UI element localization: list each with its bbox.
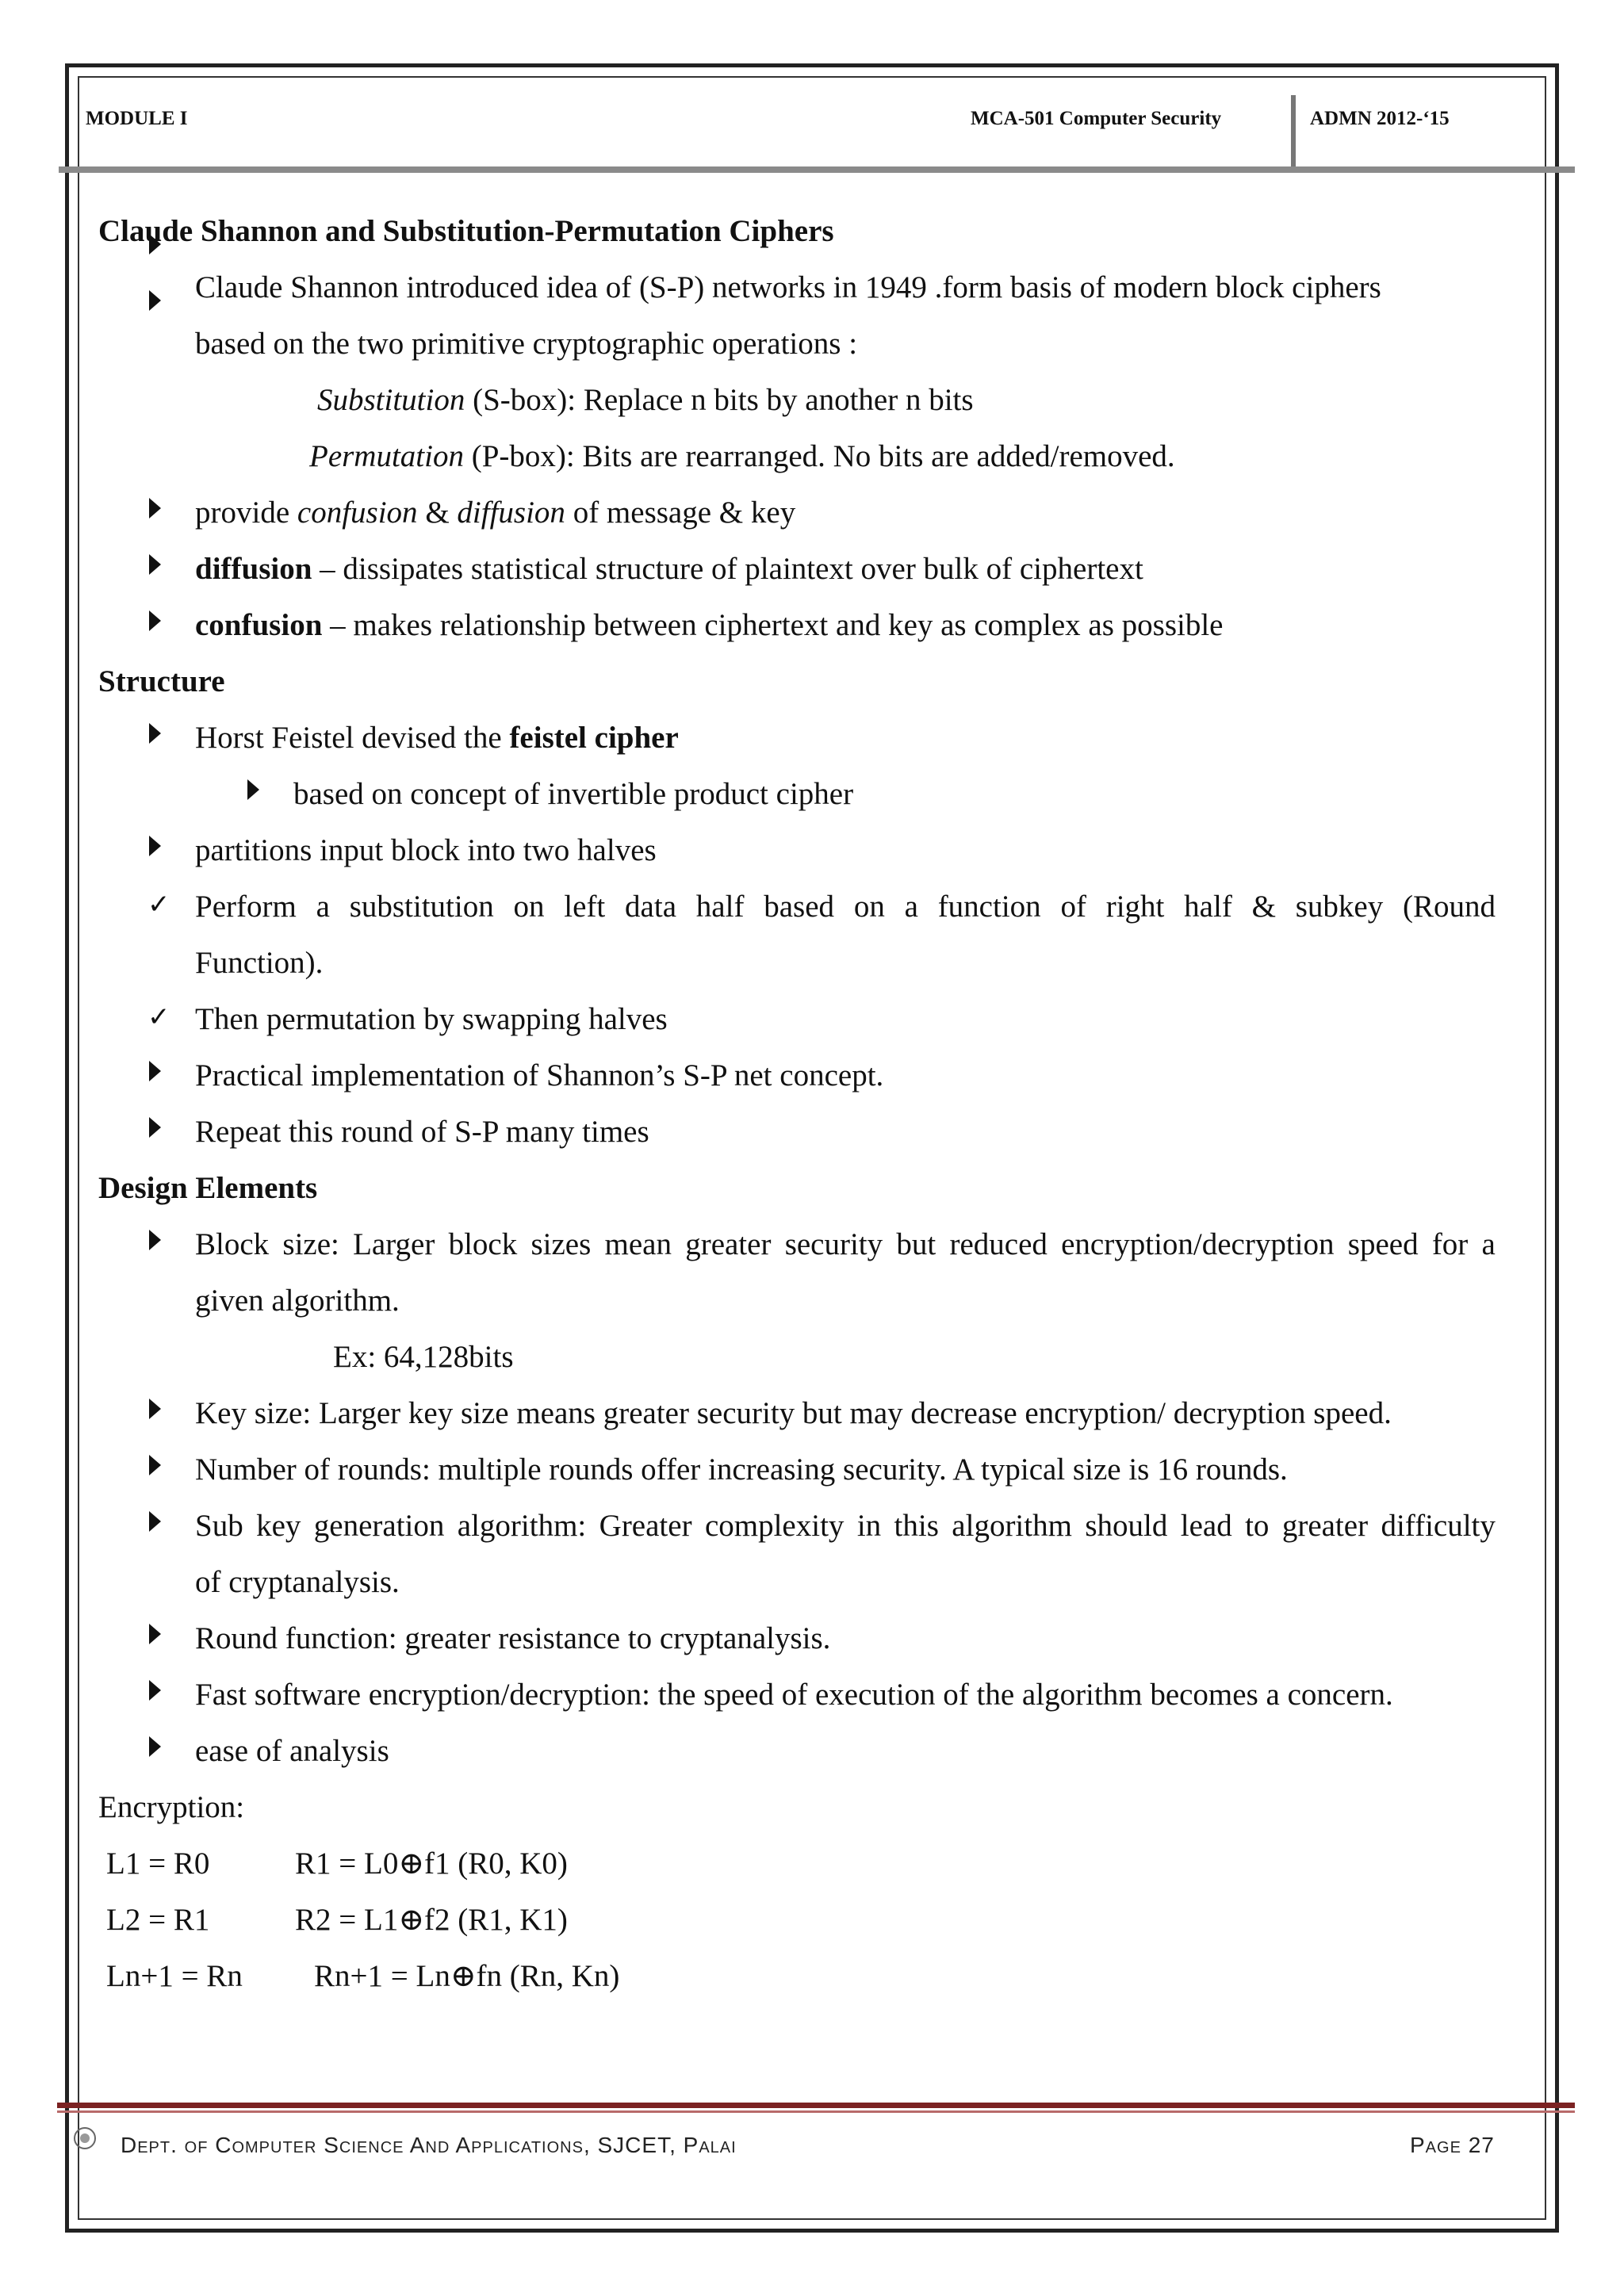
list-item: based on the two primitive cryptographic operations :: [195, 327, 858, 361]
word: lead: [1180, 1509, 1232, 1543]
word: data: [625, 890, 677, 924]
substitution-desc: (S-box): Replace n bits by another n bits: [465, 383, 974, 417]
list-item: Key size: Larger key size means greater security but may decrease encryption/ decryption speed.: [195, 1396, 1392, 1430]
list-item: ease of analysis: [195, 1734, 389, 1768]
word: substitution: [349, 890, 494, 924]
list-item: partitions input block into two halves: [195, 833, 657, 867]
word: encryption/decryption: [1061, 1227, 1335, 1261]
permutation-line: [309, 441, 1175, 472]
list-item-justified: [195, 891, 1496, 922]
substitution-term: Substitution: [317, 383, 465, 417]
word: complexity: [704, 1509, 845, 1543]
bullet-arrow-icon: [149, 1454, 161, 1481]
header-divider: [1291, 95, 1296, 170]
bullet-arrow-icon: [149, 835, 161, 862]
word: for: [1431, 1227, 1469, 1261]
permutation-term: Permutation: [309, 439, 464, 473]
bullet-arrow-icon: [149, 553, 161, 580]
section-heading-structure: Structure: [98, 664, 225, 698]
list-item-continuation: given algorithm.: [195, 1284, 400, 1318]
example-text: Ex: 64,128bits: [333, 1340, 514, 1374]
text-run: &: [417, 496, 458, 530]
list-item: Round function: greater resistance to cryptanalysis.: [195, 1621, 831, 1655]
list-item: Repeat this round of S-P many times: [195, 1115, 649, 1149]
word: sizes: [530, 1227, 592, 1261]
checkmark-icon: ✓: [147, 889, 170, 920]
word: a: [904, 890, 918, 924]
word: Greater: [599, 1509, 692, 1543]
diffusion-term: diffusion: [457, 496, 565, 530]
footer-department: Dept. of Computer Science And Applications, SJCET, Palai: [121, 2133, 737, 2157]
word: in: [856, 1509, 882, 1543]
word: greater: [1281, 1509, 1369, 1543]
word: of: [1060, 890, 1086, 924]
bullet-arrow-icon: [149, 1679, 161, 1706]
footer-rule-thin: [57, 2110, 1575, 2113]
word: right: [1105, 890, 1165, 924]
text-run: of message & key: [565, 496, 796, 530]
word: &: [1251, 890, 1276, 924]
bullet-arrow-icon: [149, 1060, 161, 1087]
text-run: Horst Feistel devised the: [195, 721, 510, 755]
text-run: provide: [195, 496, 297, 530]
word: difficulty: [1381, 1509, 1496, 1543]
word: on: [513, 890, 545, 924]
word: subkey: [1295, 890, 1384, 924]
word: based: [764, 890, 835, 924]
word: algorithm:: [457, 1509, 587, 1543]
word: Larger: [353, 1227, 435, 1261]
list-item: Fast software encryption/decryption: the speed of execution of the algorithm becomes a concern.: [195, 1678, 1393, 1712]
word: size:: [282, 1227, 339, 1261]
word: algorithm: [952, 1509, 1072, 1543]
word: function: [937, 890, 1041, 924]
list-item: Number of rounds: multiple rounds offer increasing security. A typical size is 16 rounds.: [195, 1452, 1288, 1487]
word: to: [1245, 1509, 1270, 1543]
word: mean: [604, 1227, 672, 1261]
diffusion-bold: diffusion: [195, 552, 312, 586]
header-rule: [59, 166, 1575, 173]
header-batch: ADMN 2012-‘15: [1310, 108, 1450, 129]
college-logo-icon: [71, 2125, 98, 2152]
list-item: based on concept of invertible product cipher: [293, 777, 854, 811]
word: greater: [685, 1227, 772, 1261]
word: block: [448, 1227, 518, 1261]
header-module: MODULE I: [86, 108, 188, 129]
word: a: [1481, 1227, 1496, 1261]
encryption-label: Encryption:: [98, 1790, 245, 1824]
permutation-desc: (P-box): Bits are rearranged. No bits are added/removed.: [463, 439, 1175, 473]
confusion-bold: confusion: [195, 608, 323, 642]
bullet-arrow-icon: [149, 1229, 161, 1256]
list-item: Claude Shannon introduced idea of (S-P) networks in 1949 .form basis of modern block ciphers: [195, 270, 1381, 304]
equation-left: Ln+1 = Rn: [106, 1959, 243, 1993]
checkmark-icon: ✓: [147, 1001, 170, 1033]
word: (Round: [1403, 890, 1496, 924]
word: should: [1085, 1509, 1168, 1543]
word: Sub: [195, 1509, 243, 1543]
bullet-arrow-icon: [149, 722, 161, 749]
list-item-continuation: Function).: [195, 946, 324, 980]
bullet-arrow-icon: [149, 610, 161, 637]
equation-right: R2 = L1⊕f2 (R1, K1): [295, 1903, 568, 1937]
word: reduced: [949, 1227, 1048, 1261]
section-heading-design: Design Elements: [98, 1171, 318, 1205]
equation-left: L2 = R1: [106, 1903, 210, 1937]
word: half: [695, 890, 745, 924]
word: half: [1184, 890, 1232, 924]
list-item-justified: [195, 1229, 1496, 1260]
word: this: [894, 1509, 939, 1543]
bullet-arrow-icon: [149, 1398, 161, 1425]
list-item-continuation: of cryptanalysis.: [195, 1565, 400, 1599]
word: Block: [195, 1227, 270, 1261]
list-item: [195, 610, 1223, 641]
bullet-arrow-icon: [149, 1116, 161, 1143]
sub-bullet-arrow-icon: [247, 779, 259, 806]
bullet-arrow-icon: [149, 1735, 161, 1762]
bullet-arrow-icon: [149, 497, 161, 524]
word: left: [564, 890, 606, 924]
list-item-justified: [195, 1510, 1496, 1541]
list-item: Practical implementation of Shannon’s S-P net concept.: [195, 1058, 884, 1093]
text-run: – makes relationship between ciphertext and key as complex as possible: [322, 608, 1224, 642]
word: key: [256, 1509, 301, 1543]
list-item: [195, 553, 1143, 584]
word: a: [316, 890, 330, 924]
header-course: MCA-501 Computer Security: [971, 108, 1222, 129]
equation-right: Rn+1 = Ln⊕fn (Rn, Kn): [314, 1959, 620, 1993]
footer-rule: [57, 2103, 1575, 2108]
equation-left: L1 = R0: [106, 1846, 210, 1881]
text-run: – dissipates statistical structure of plaintext over bulk of ciphertext: [312, 552, 1143, 586]
confusion-term: confusion: [297, 496, 418, 530]
section-heading-shannon: Claude Shannon and Substitution-Permutation Ciphers: [98, 214, 834, 248]
word: Perform: [195, 890, 297, 924]
feistel-bold: feistel cipher: [509, 721, 679, 755]
word: security: [784, 1227, 883, 1261]
word: speed: [1347, 1227, 1419, 1261]
word: on: [853, 890, 885, 924]
bullet-arrow-icon: [149, 233, 161, 260]
list-item: [195, 722, 679, 753]
list-item: [195, 497, 795, 528]
bullet-arrow-icon: [149, 1510, 161, 1537]
word: but: [896, 1227, 936, 1261]
list-item: Then permutation by swapping halves: [195, 1002, 668, 1036]
bullet-arrow-icon: [149, 289, 161, 316]
substitution-line: [317, 385, 974, 415]
equation-right: R1 = L0⊕f1 (R0, K0): [295, 1846, 568, 1881]
word: generation: [313, 1509, 445, 1543]
footer-page-number: Page 27: [1410, 2133, 1495, 2157]
bullet-arrow-icon: [149, 1623, 161, 1650]
